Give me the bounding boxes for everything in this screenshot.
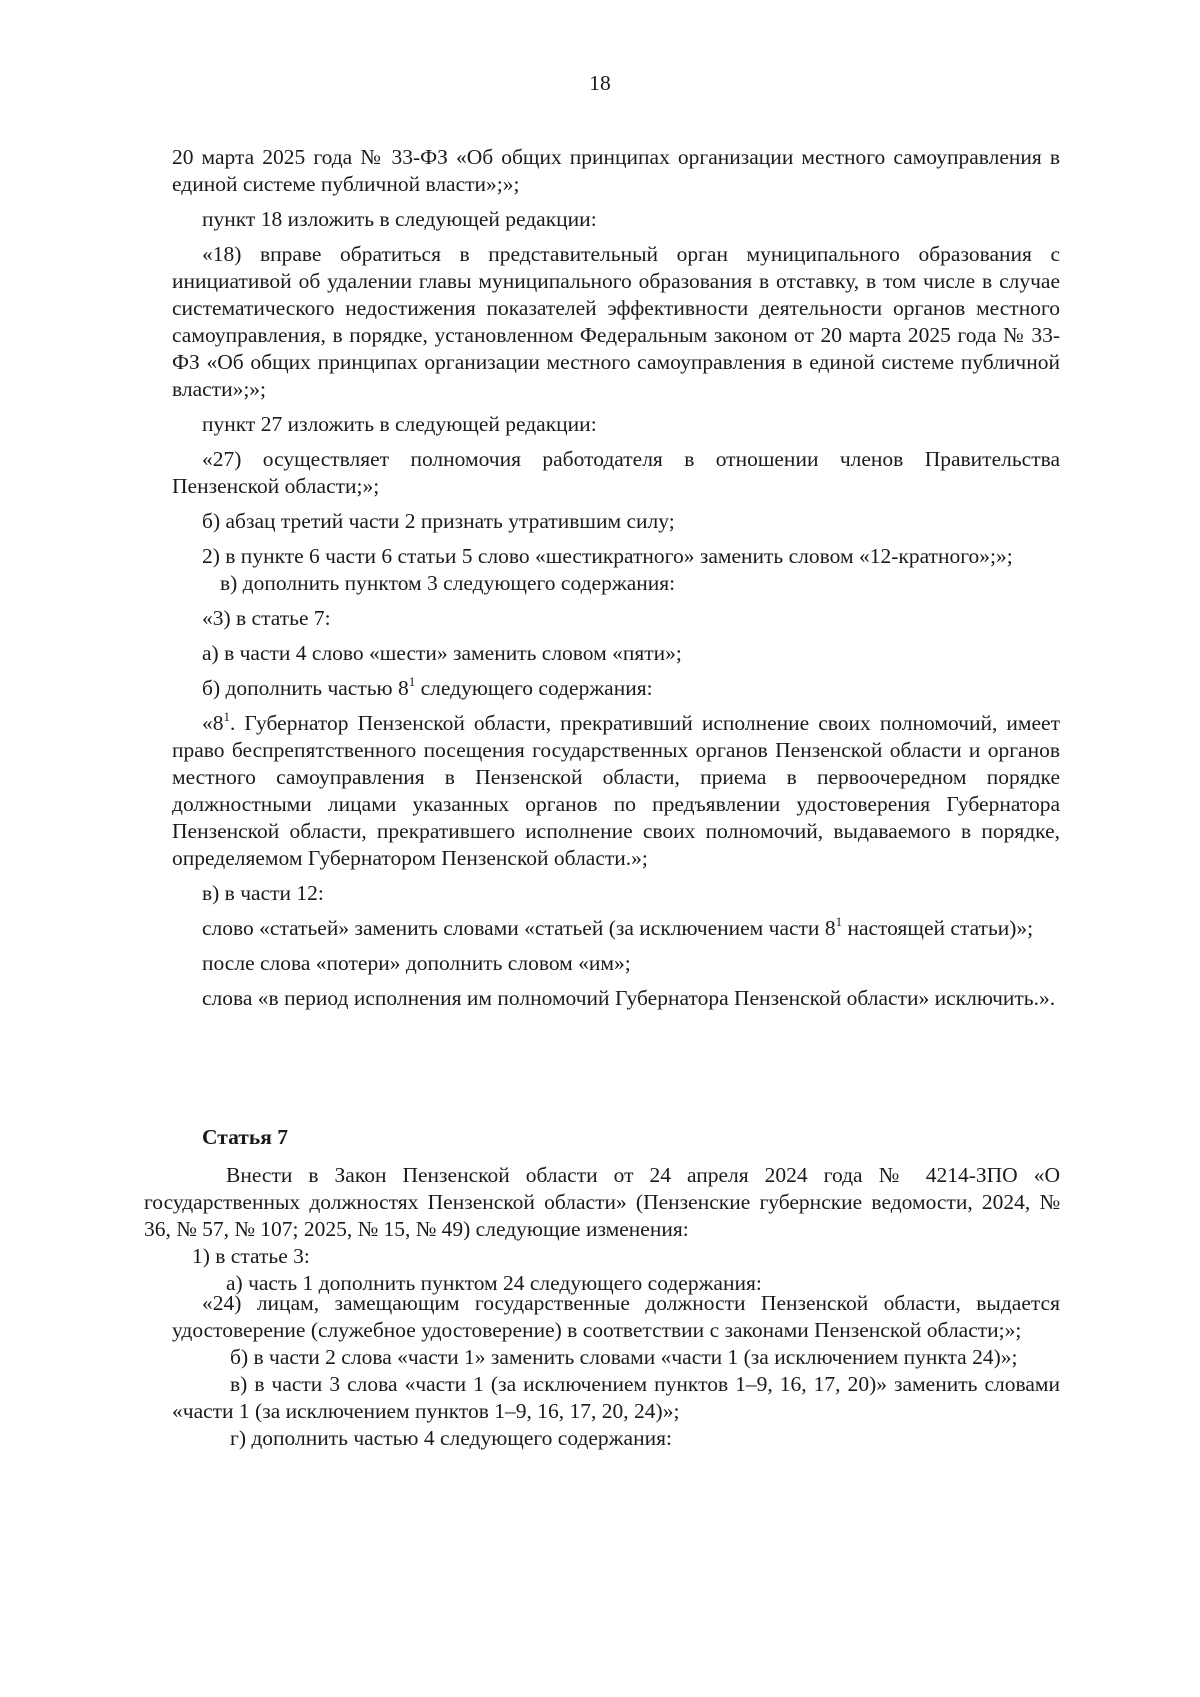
article-7-body <box>144 1130 1060 1297</box>
paragraph: слова «в период исполнения им полномочий Губернатора Пензенской области» исключить.». <box>202 986 1056 1010</box>
superscript: 1 <box>408 674 416 689</box>
paragraph <box>172 710 1060 872</box>
article-7-body-continued <box>172 1290 1060 1452</box>
paragraph: в) в части 12: <box>202 881 324 905</box>
paragraph: 2) в пункте 6 части 6 статьи 5 слово «шестикратного» заменить словом «12-кратного»;»; <box>202 544 1013 568</box>
paragraph: в) в части 3 слова «части 1 (за исключением пунктов 1–9, 16, 17, 20)» заменить словами «части 1 (за исключением пунктов 1–9, 16, 17, 20, 24)»; <box>172 1372 1060 1423</box>
paragraph: б) в части 2 слова «части 1» заменить словами «части 1 (за исключением пункта 24)»; <box>230 1345 1018 1369</box>
paragraph: пункт 27 изложить в следующей редакции: <box>202 412 597 436</box>
text-run: следующего содержания: <box>415 676 653 700</box>
paragraph <box>172 675 1060 702</box>
superscript: 1 <box>835 914 843 929</box>
paragraph: «27) осуществляет полномочия работодателя в отношении членов Правительства Пензенской области;»; <box>172 447 1060 498</box>
text-run: . Губернатор Пензенской области, прекративший исполнение своих полномочий, имеет право беспрепятственного посещения государственных органов Пензенской области и органов местного самоуправления в Пензенской области, приема в первоочередном порядке должностными лицами указанных органов по предъявлении удостоверения Губернатора Пензенской области, прекратившего исполнение своих полномочий, выдаваемого в порядке, определяемом Губернатором Пензенской области.»; <box>172 711 1060 870</box>
paragraph: «24) лицам, замещающим государственные должности Пензенской области, выдается удостоверение (служебное удостоверение) в соответствии с законами Пензенской области;»; <box>172 1291 1060 1342</box>
text-run: «8 <box>202 711 224 735</box>
text-run: слово «статьей» заменить словами «статьей (за исключением части 8 <box>202 916 836 940</box>
paragraph: «3) в статье 7: <box>202 606 331 630</box>
paragraph: г) дополнить частью 4 следующего содержания: <box>230 1426 672 1450</box>
paragraph: «18) вправе обратиться в представительный орган муниципального образования с инициативой об удалении главы муниципального образования в отставку, в том числе в случае систематического недостижения показателей эффективности деятельности органов местного самоуправления, в порядке, установленном Федеральным законом от 20 марта 2025 года № 33-ФЗ «Об общих принципах организации местного самоуправления в единой системе публичной власти»;»; <box>172 242 1060 401</box>
paragraph: а) часть 1 дополнить пунктом 24 следующего содержания: <box>226 1271 762 1295</box>
paragraph <box>172 915 1060 942</box>
paragraph: в) дополнить пунктом 3 следующего содержания: <box>220 571 676 595</box>
document-body <box>172 144 1060 1012</box>
paragraph: а) в части 4 слово «шести» заменить словом «пяти»; <box>202 641 682 665</box>
paragraph: Внести в Закон Пензенской области от 24 апреля 2024 года № 4214-ЗПО «О государственных должностях Пензенской области» (Пензенские губернские ведомости, 2024, № 36, № 57, № 107; 2025, № 15, № 49) следующие изменения: <box>144 1163 1060 1241</box>
article-heading: Статья 7 <box>202 1125 288 1149</box>
paragraph: 1) в статье 3: <box>192 1244 310 1268</box>
paragraph: 20 марта 2025 года № 33-ФЗ «Об общих принципах организации местного самоуправления в единой системе публичной власти»;»; <box>172 145 1060 196</box>
page-number: 18 <box>589 71 611 95</box>
text-run: настоящей статьи)»; <box>842 916 1034 940</box>
superscript: 1 <box>223 709 230 724</box>
paragraph: б) абзац третий части 2 признать утратившим силу; <box>202 509 675 533</box>
paragraph: после слова «потери» дополнить словом «им»; <box>202 951 631 975</box>
text-run: б) дополнить частью 8 <box>202 676 409 700</box>
paragraph: пункт 18 изложить в следующей редакции: <box>202 207 597 231</box>
